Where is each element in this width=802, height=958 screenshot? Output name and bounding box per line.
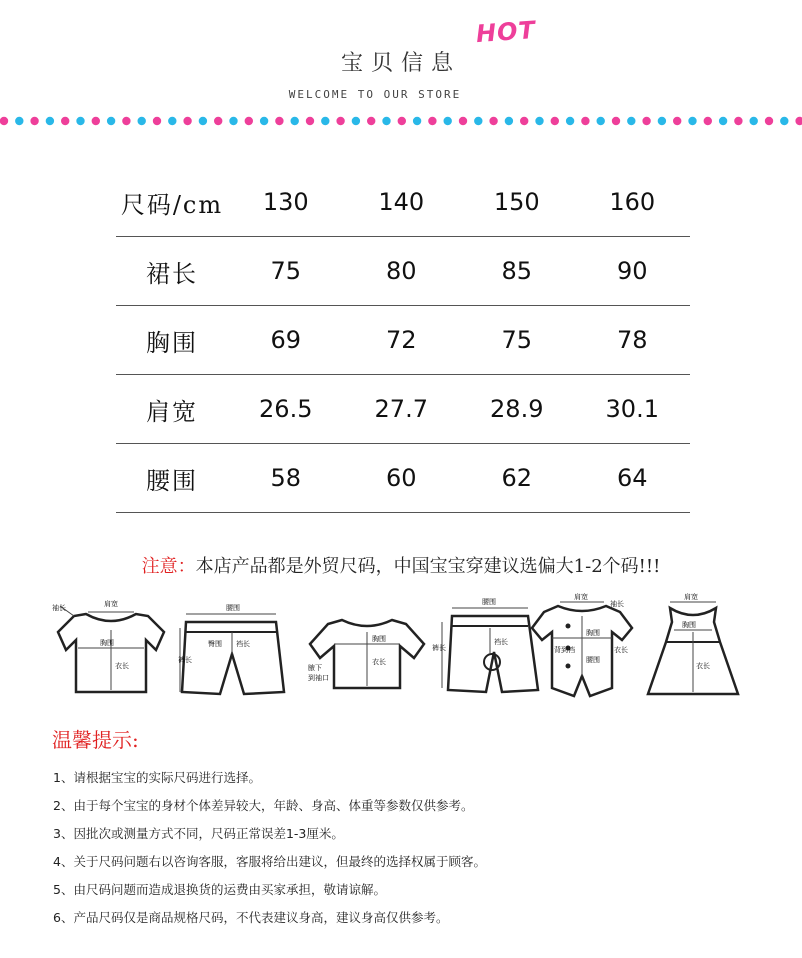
diagram-label: 裤长 bbox=[178, 656, 192, 664]
measurement-cell: 64 bbox=[575, 444, 691, 513]
measurement-cell: 28.9 bbox=[459, 375, 575, 444]
diagram-label: 肩宽 bbox=[104, 600, 118, 608]
divider-dot bbox=[92, 117, 100, 125]
measurement-cell: 60 bbox=[344, 444, 460, 513]
size-table bbox=[116, 168, 690, 513]
tips-list bbox=[53, 768, 486, 936]
divider-dot bbox=[275, 117, 283, 125]
size-header-cell: 150 bbox=[459, 168, 575, 237]
diagram-label: 腰围 bbox=[586, 656, 600, 664]
measurement-cell: 85 bbox=[459, 237, 575, 306]
measurement-cell: 26.5 bbox=[228, 375, 344, 444]
row-label-cell: 胸围 bbox=[116, 306, 228, 375]
garment-diagrams bbox=[48, 592, 748, 706]
divider-dot bbox=[535, 117, 543, 125]
diagram-label: 胸围 bbox=[682, 621, 696, 629]
divider-dot bbox=[291, 117, 299, 125]
divider-dot bbox=[719, 117, 727, 125]
divider-dot bbox=[627, 117, 635, 125]
divider-dot bbox=[367, 117, 375, 125]
diagram-label: 衣长 bbox=[614, 646, 628, 654]
divider-dot bbox=[474, 117, 482, 125]
divider-dot bbox=[688, 117, 696, 125]
measurement-cell: 80 bbox=[344, 237, 460, 306]
romper-icon bbox=[532, 592, 632, 696]
diagram-label: 肩宽 bbox=[684, 593, 698, 601]
diagram-label: 胸围 bbox=[586, 629, 600, 637]
diagram-label: 衣长 bbox=[115, 662, 129, 670]
notice-text: 本店产品都是外贸尺码，中国宝宝穿建议选偏大1-2个码!!! bbox=[195, 556, 661, 577]
divider-dot bbox=[245, 117, 253, 125]
divider-dot bbox=[459, 117, 467, 125]
diagram-label: 衣长 bbox=[696, 662, 710, 670]
dress-icon bbox=[648, 592, 738, 694]
divider-dot bbox=[795, 117, 802, 125]
divider-dot bbox=[153, 117, 161, 125]
list-item: 1、请根据宝宝的实际尺码进行选择。 bbox=[53, 770, 261, 785]
diagram-label: 裤长 bbox=[432, 644, 446, 652]
divider-dot bbox=[168, 117, 176, 125]
measurement-cell: 78 bbox=[575, 306, 691, 375]
diagram-label: 到袖口 bbox=[308, 674, 329, 682]
divider-dot bbox=[780, 117, 788, 125]
shorts-icon bbox=[178, 603, 284, 694]
divider-dot bbox=[107, 117, 115, 125]
divider-dot bbox=[199, 117, 207, 125]
divider-dot bbox=[642, 117, 650, 125]
divider-dot bbox=[734, 117, 742, 125]
divider-dot bbox=[336, 117, 344, 125]
table-row bbox=[116, 306, 690, 375]
table-row bbox=[116, 444, 690, 513]
measurement-cell: 62 bbox=[459, 444, 575, 513]
divider-dot bbox=[765, 117, 773, 125]
diagram-label: 腰围 bbox=[482, 598, 496, 606]
divider-dot bbox=[214, 117, 222, 125]
divider-dot bbox=[444, 117, 452, 125]
divider-dot bbox=[612, 117, 620, 125]
size-header-cell: 160 bbox=[575, 168, 691, 237]
divider-dot bbox=[673, 117, 681, 125]
divider-dot bbox=[306, 117, 314, 125]
size-table-header bbox=[116, 168, 690, 237]
divider-dot bbox=[489, 117, 497, 125]
raglan-top-icon bbox=[308, 620, 424, 688]
hot-badge: HOT bbox=[475, 15, 537, 49]
divider-dot bbox=[581, 117, 589, 125]
diagram-label: 臀围 bbox=[208, 640, 222, 648]
divider-dot bbox=[352, 117, 360, 125]
measurement-cell: 72 bbox=[344, 306, 460, 375]
size-header-cell: 140 bbox=[344, 168, 460, 237]
list-item: 3、因批次或测量方式不同，尺码正常误差1-3厘米。 bbox=[53, 826, 344, 841]
header-label-cell: 尺码/cm bbox=[116, 168, 228, 237]
diagram-label: 裆长 bbox=[494, 638, 508, 646]
divider-dot bbox=[597, 117, 605, 125]
diagram-label: 胸围 bbox=[372, 635, 386, 643]
row-label-cell: 腰围 bbox=[116, 444, 228, 513]
pants-icon bbox=[432, 597, 538, 692]
divider-dot bbox=[382, 117, 390, 125]
diagram-label: 背到裆 bbox=[554, 646, 575, 654]
diagram-label: 裆长 bbox=[236, 640, 250, 648]
size-header-cell: 130 bbox=[228, 168, 344, 237]
measurement-cell: 27.7 bbox=[344, 375, 460, 444]
divider-dot bbox=[413, 117, 421, 125]
diagram-label: 胸围 bbox=[100, 639, 114, 647]
measurement-cell: 30.1 bbox=[575, 375, 691, 444]
table-row bbox=[116, 375, 690, 444]
divider-dot bbox=[30, 117, 38, 125]
divider-dot bbox=[138, 117, 146, 125]
measurement-cell: 75 bbox=[228, 237, 344, 306]
divider-dot bbox=[505, 117, 513, 125]
divider-dot bbox=[76, 117, 84, 125]
list-item: 6、产品尺码仅是商品规格尺码，不代表建议身高，建议身高仅供参考。 bbox=[53, 910, 449, 925]
size-notice bbox=[0, 552, 802, 578]
page-title: 宝贝信息 bbox=[340, 51, 461, 76]
table-row bbox=[116, 237, 690, 306]
divider-dot bbox=[398, 117, 406, 125]
divider-dot bbox=[551, 117, 559, 125]
divider-dot bbox=[46, 117, 54, 125]
dotted-divider bbox=[0, 114, 802, 128]
divider-dot bbox=[0, 117, 8, 125]
divider-dot bbox=[750, 117, 758, 125]
measurement-cell: 58 bbox=[228, 444, 344, 513]
diagram-label: 腋下 bbox=[308, 664, 322, 672]
diagram-label: 腰围 bbox=[226, 604, 240, 612]
measurement-cell: 75 bbox=[459, 306, 575, 375]
list-item: 5、由尺码问题而造成退换货的运费由买家承担，敬请谅解。 bbox=[53, 882, 386, 897]
divider-dot bbox=[658, 117, 666, 125]
row-label-cell: 肩宽 bbox=[116, 375, 228, 444]
divider-dot bbox=[520, 117, 528, 125]
measurement-cell: 90 bbox=[575, 237, 691, 306]
tshirt-icon bbox=[52, 599, 164, 692]
tips-title: 温馨提示: bbox=[52, 728, 139, 752]
diagram-label: 肩宽 bbox=[574, 593, 588, 601]
divider-dot bbox=[15, 117, 23, 125]
divider-dot bbox=[61, 117, 69, 125]
divider-dot bbox=[321, 117, 329, 125]
row-label-cell: 裙长 bbox=[116, 237, 228, 306]
divider-dot bbox=[229, 117, 237, 125]
diagram-label: 袖长 bbox=[52, 604, 66, 612]
welcome-subtitle: WELCOME TO OUR STORE bbox=[288, 88, 462, 101]
notice-prefix: 注意： bbox=[141, 556, 196, 577]
divider-dot bbox=[428, 117, 436, 125]
measurement-cell: 69 bbox=[228, 306, 344, 375]
diagram-label: 袖长 bbox=[610, 600, 624, 608]
list-item: 4、关于尺码问题右以咨询客服，客服将给出建议，但最终的选择权属于顾客。 bbox=[53, 854, 486, 869]
list-item: 2、由于每个宝宝的身材个体差异较大，年龄、身高、体重等参数仅供参考。 bbox=[53, 798, 474, 813]
divider-dot bbox=[183, 117, 191, 125]
divider-dot bbox=[122, 117, 130, 125]
divider-dot bbox=[260, 117, 268, 125]
divider-dot bbox=[704, 117, 712, 125]
diagram-label: 衣长 bbox=[372, 658, 386, 666]
divider-dot bbox=[566, 117, 574, 125]
